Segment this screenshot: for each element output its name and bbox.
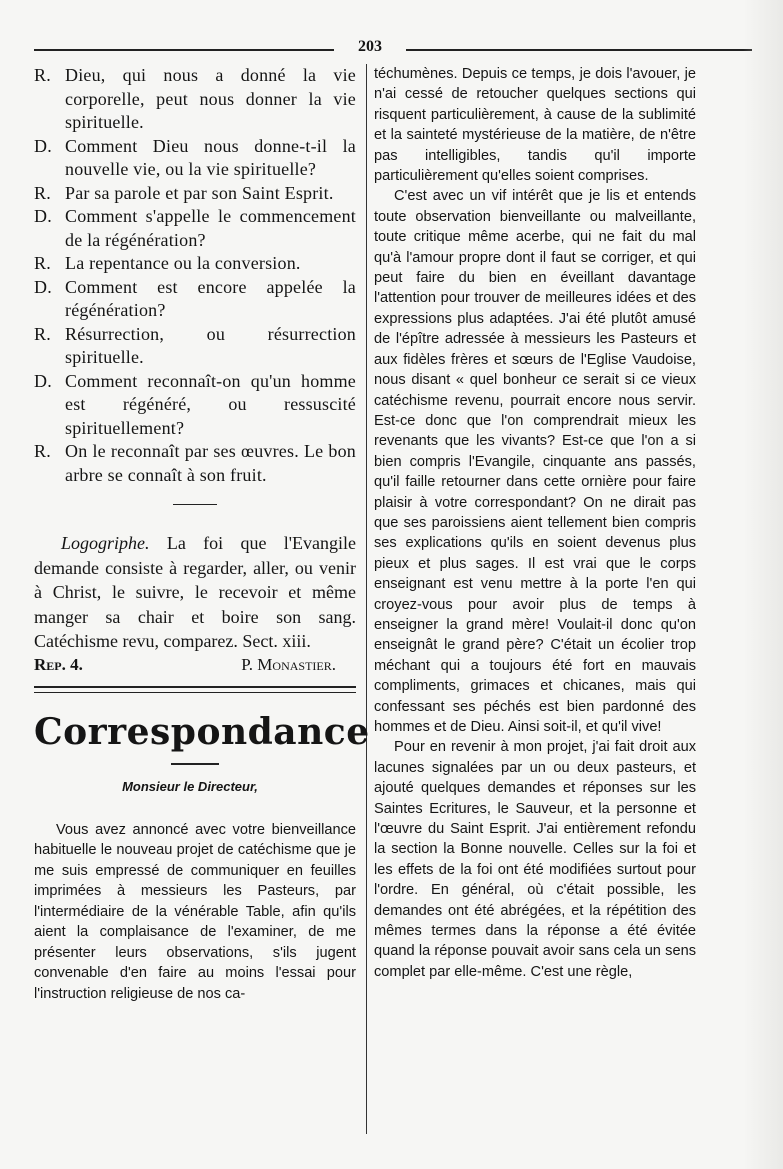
- title-dash: [171, 763, 219, 765]
- logogriphe-paragraph: [34, 531, 356, 654]
- entry-text: Comment est encore appelée la régénération?: [65, 276, 356, 320]
- double-rule: [34, 686, 356, 693]
- letter-paragraph: C'est avec un vif intérêt que je lis et entends toute observation bienveillante ou malveillante, toute critique même acerbe, qui ne fait du mal qu'à l'amour propre dont il faut se corriger, et qui peut faire du bien en éveillant davantage l'attention pour trouver de meilleures idées et des expressions plus adaptées. J'ai été plutôt amusé de l'épître adressée à messieurs les Pasteurs et aux fidèles frères et sœurs de l'Eglise Vaudoise, nous disant « quel bonheur ce serait si ce vieux catéchisme revenu, pourrait encore nous servir. Est-ce donc que l'on comprendrait mieux les revenants que les vivants? Est-ce que l'on a si bien compris l'Evangile, cinquante ans passés, qu'il faille retourner dans cette ornière pour faire plaisir à votre correspondant? On ne dirait pas que ses paroissiens aient tellement bien compris ses explications qu'ils en soient devenus plus pieux et plus sages. Il est vrai que le corps enseignant est venu mettre à la porte l'en qui croyez-vous pour avoir plus de temps à enseigner la grand mère! Voulait-il donc qu'on enseignât le grand père? C'était un écolier trop méchant qui a toujours été fort en mauvais compliments, grimaces et chicanes, mais qui confessant ses péchés est bien pardonné des hommes et de Dieu. Ainsi soit-il, et qu'il vive!: [374, 188, 696, 735]
- author-name: P. Monastier.: [241, 654, 336, 674]
- page-header: [34, 38, 752, 58]
- entry-key: D.: [34, 206, 52, 226]
- entry-key: R.: [34, 253, 51, 273]
- rep-reference: Rep. 4.: [34, 654, 83, 674]
- catechism-entry: [34, 252, 356, 276]
- section-title: Correspondance: [34, 710, 370, 753]
- entry-key: R.: [34, 323, 51, 344]
- salutation: Monsieur le Directeur,: [122, 778, 258, 794]
- right-column: [374, 64, 696, 982]
- signature-line: [34, 654, 356, 676]
- catechism-entry: [34, 205, 356, 252]
- catechism-entry: [34, 64, 356, 135]
- catechism-entry: [34, 323, 356, 370]
- catechism-entry: [34, 370, 356, 441]
- letter-paragraph: téchumènes. Depuis ce temps, je dois l'avouer, je n'ai cessé de retoucher quelques sections qui risquent particulièrement, à cause de la sublimité et la sainteté mystérieuse de la matière, de n'être pas intelligibles, tandis qu'il importe particulièrement qu'elles soient comprises.: [374, 66, 696, 185]
- letter-paragraph: Pour en revenir à mon projet, j'ai fait droit aux lacunes signalées par un ou deux pasteurs, et ajouté quelques demandes et réponses sur les Saintes Ecritures, le Sauveur, et la personne et l'œuvre du Saint Esprit. J'ai entièrement refondu la section la Bonne nouvelle. Celles sur la foi et les effets de la foi ont été modifiées surtout pour l'ordre. En général, où c'était possible, les demandes ont été abrégées, et la répétition des mêmes termes dans la réponse a été évitée quand la réponse pouvait avoir sans cela un sens complet par elle-même. C'est une règle,: [374, 739, 696, 980]
- entry-text: Par sa parole et par son Saint Esprit.: [65, 182, 334, 203]
- entry-key: R.: [34, 182, 51, 203]
- header-rule-right: [406, 49, 752, 51]
- entry-text: Comment Dieu nous donne-t-il la nouvelle vie, ou la vie spirituelle?: [65, 135, 356, 179]
- entry-text: Résurrection, ou résurrection spirituelle.: [65, 323, 356, 367]
- catechism-entry: [34, 440, 356, 487]
- page-number: 203: [358, 38, 382, 55]
- entry-text: Dieu, qui nous a donné la vie corporelle, peut nous donner la vie spirituelle.: [65, 65, 356, 132]
- entry-text: La repentance ou la conversion.: [65, 253, 301, 273]
- entry-text: On le reconnaît par ses œuvres. Le bon arbre se connaît à son fruit.: [65, 441, 356, 485]
- letter-paragraph: Vous avez annoncé avec votre bienveillance habituelle le nouveau projet de catéchisme que je me suis empressé de communiquer en feuilles imprimées à messieurs les Pasteurs, par l'intermédiaire de la vénérable Table, afin qu'ils aient la complaisance de l'examiner, de me présenter leurs observations, s'ils jugent convenable d'en faire au moins l'essai pour l'instruction religieuse de nos ca-: [34, 821, 356, 1002]
- entry-text: Comment s'appelle le commencement de la régénération?: [65, 206, 356, 250]
- left-column: [34, 64, 370, 1004]
- entry-key: D.: [34, 370, 52, 391]
- page-edge-shading: [743, 0, 783, 1169]
- catechism-entry: [34, 276, 356, 323]
- entry-text: Comment reconnaît-on qu'un homme est régénéré, ou ressuscité spirituellement?: [65, 370, 356, 438]
- catechism-entry: [34, 182, 356, 206]
- entry-key: R.: [34, 441, 51, 461]
- column-divider: [366, 64, 367, 1134]
- catechism-entry: [34, 135, 356, 182]
- header-rule-left: [34, 49, 334, 51]
- section-dash: [173, 504, 217, 505]
- entry-key: D.: [34, 276, 52, 297]
- entry-key: R.: [34, 65, 51, 85]
- logogriphe-text: La foi que l'Evangile demande consiste à regarder, aller, ou venir à Christ, le suivre, le recevoir et même manger sa chair et boire son sang. Catéchisme revu, comparez. Sect. xiii.: [34, 533, 356, 651]
- entry-key: D.: [34, 135, 52, 156]
- logogriphe-label: Logogriphe.: [61, 533, 150, 553]
